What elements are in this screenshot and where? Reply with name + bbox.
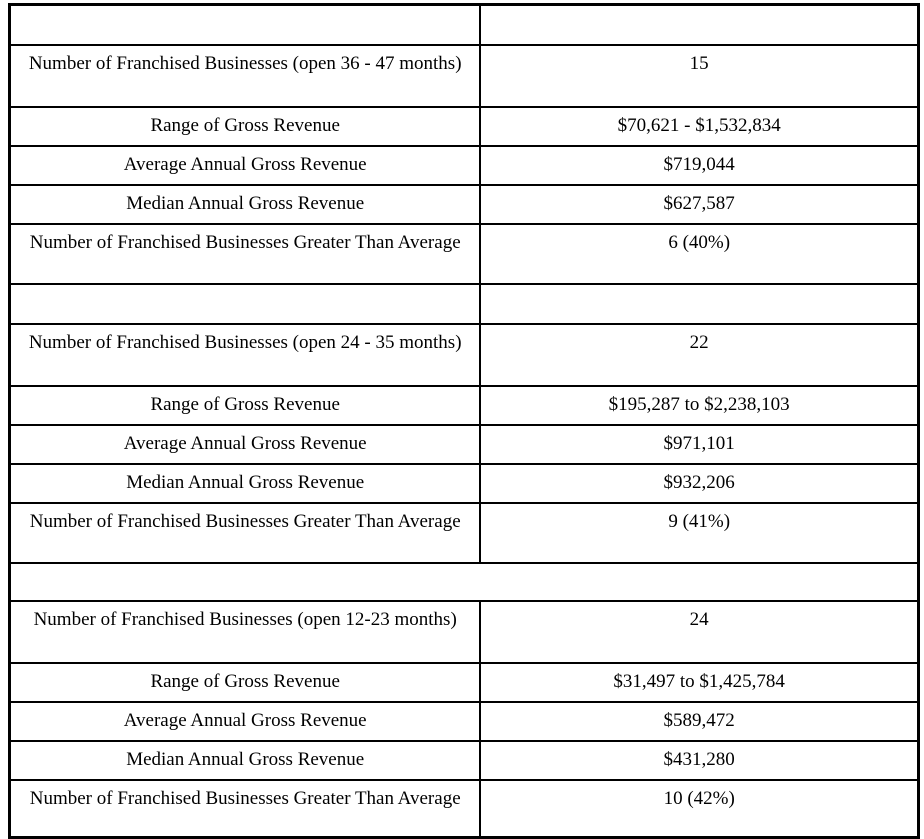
row-label-cell: Average Annual Gross Revenue (10, 702, 481, 741)
table-row (10, 425, 919, 464)
table-row (10, 780, 919, 838)
document-page (0, 3, 924, 839)
row-value-cell: $431,280 (480, 741, 918, 780)
row-value-cell: 9 (41%) (480, 503, 918, 563)
row-label-cell: Number of Franchised Businesses Greater Than Average (10, 224, 481, 284)
row-value-cell: $971,101 (480, 425, 918, 464)
row-value-cell: 22 (480, 324, 918, 386)
row-value-cell: $31,497 to $1,425,784 (480, 663, 918, 702)
row-label-cell: Number of Franchised Businesses (open 36 - 47 months) (10, 45, 481, 107)
table-row (10, 45, 919, 107)
row-value-cell: 10 (42%) (480, 780, 918, 838)
spacer-value-cell (480, 284, 918, 324)
row-label-cell: Number of Franchised Businesses (open 24 - 35 months) (10, 324, 481, 386)
spacer-label-cell (10, 284, 481, 324)
row-value-cell: 15 (480, 45, 918, 107)
row-value-cell: $932,206 (480, 464, 918, 503)
table-row (10, 464, 919, 503)
row-label-cell: Median Annual Gross Revenue (10, 464, 481, 503)
row-label-cell: Median Annual Gross Revenue (10, 185, 481, 224)
spacer-merged-cell (10, 563, 919, 601)
table-row (10, 702, 919, 741)
table-row (10, 386, 919, 425)
row-label-cell: Range of Gross Revenue (10, 107, 481, 146)
table-row (10, 185, 919, 224)
row-value-cell: $195,287 to $2,238,103 (480, 386, 918, 425)
blank-label-cell (10, 5, 481, 45)
table-row (10, 503, 919, 563)
row-value-cell: $589,472 (480, 702, 918, 741)
franchise-revenue-table (8, 3, 920, 839)
row-label-cell: Range of Gross Revenue (10, 386, 481, 425)
table-row-spacer (10, 284, 919, 324)
row-label-cell: Range of Gross Revenue (10, 663, 481, 702)
table-row-blank-top (10, 5, 919, 45)
row-label-cell: Number of Franchised Businesses Greater Than Average (10, 780, 481, 838)
table-row (10, 741, 919, 780)
row-label-cell: Average Annual Gross Revenue (10, 425, 481, 464)
row-value-cell: $627,587 (480, 185, 918, 224)
row-value-cell: 24 (480, 601, 918, 663)
row-label-cell: Median Annual Gross Revenue (10, 741, 481, 780)
row-label-cell: Average Annual Gross Revenue (10, 146, 481, 185)
table-row (10, 107, 919, 146)
table-row (10, 601, 919, 663)
row-value-cell: $719,044 (480, 146, 918, 185)
table-row (10, 663, 919, 702)
row-value-cell: $70,621 - $1,532,834 (480, 107, 918, 146)
blank-value-cell (480, 5, 918, 45)
row-label-cell: Number of Franchised Businesses (open 12-23 months) (10, 601, 481, 663)
table-row (10, 224, 919, 284)
row-value-cell: 6 (40%) (480, 224, 918, 284)
row-label-cell: Number of Franchised Businesses Greater Than Average (10, 503, 481, 563)
table-row-spacer-merged (10, 563, 919, 601)
table-row (10, 324, 919, 386)
table-row (10, 146, 919, 185)
